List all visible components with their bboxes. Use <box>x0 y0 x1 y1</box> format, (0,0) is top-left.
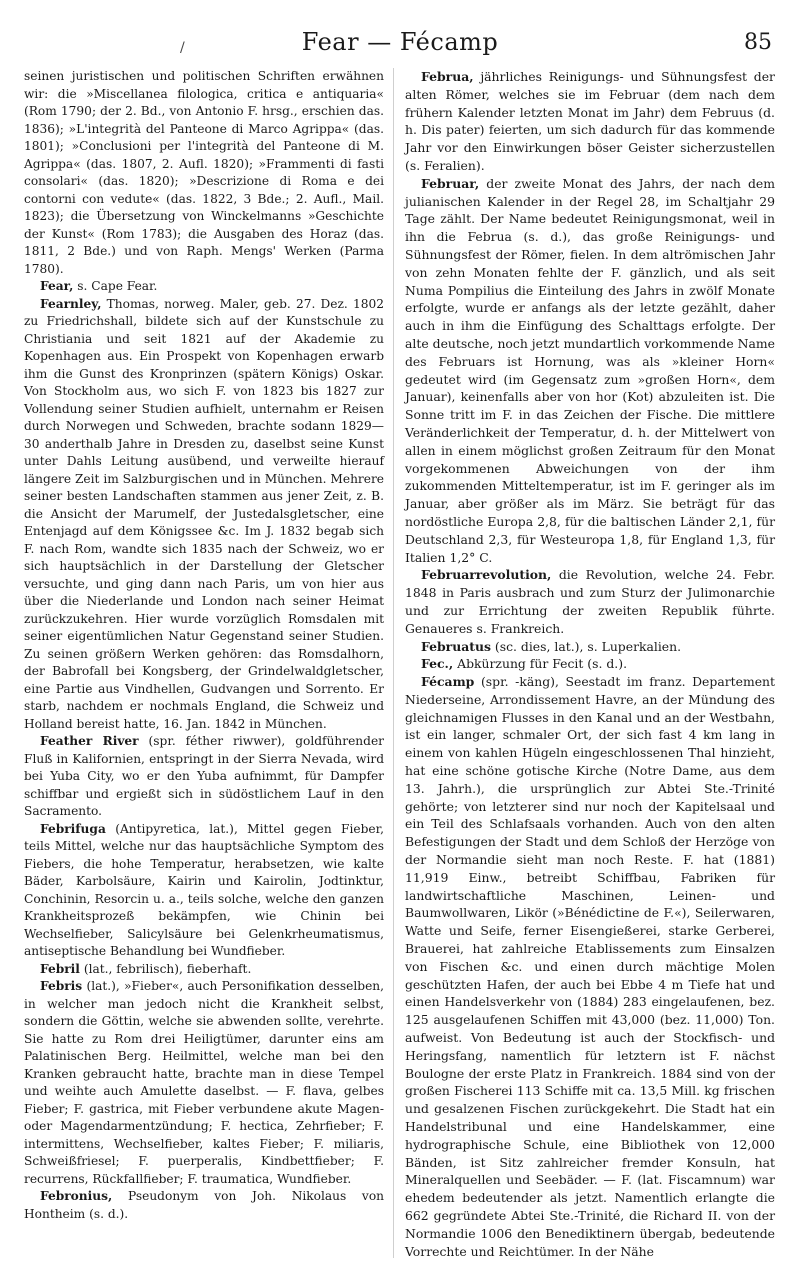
entry-text: (spr. féther riwwer), goldführender Fluß in Kalifornien, entspringt in der Sierra Nevada, wird bei Yuba City, wo er den Yuba aufnimmt, für Dampfer schiffbar und ergießt sich in südöstlichem Lauf in den Sacramento. <box>24 734 384 818</box>
entry-text: der zweite Monat des Jahrs, der nach dem julianischen Kalender in der Regel 28, im Schaltjahr 29 Tage zählt. Der Name bedeutet Reinigungsmonat, weil in ihn die Februa (s. d.), das große Reinigungs- und Sühnungsfest der Römer, fielen. In dem altrömischen Jahr von zehn Monaten fehlte der F. gänzlich, und als seit Numa Pompilius die Einteilung des Jahrs in zwölf Monate erfolgte, wurde er anfangs als der letzte gezählt, daher auch in ihm die Einfügung des Schalttags erfolgte. Der alte deutsche, noch jetzt mundartlich vorkommende Name des Februars ist Hornung, was als »kleiner Horn« gedeutet wird (im Gegensatz zum »großen Horn«, dem Januar), keinenfalls aber von hor (Kot) abzuleiten ist. Die Sonne tritt im F. in das Zeichen der Fische. Die mittlere Veränderlichkeit der Temperatur, d. h. der Mittelwert von allen in einem möglichst großen Zeitraum für den Monat vorgekommenen Abweichungen von der ihm zukommenden Mitteltemperatur, ist im F. geringer als im Januar, aber größer als im März. Sie beträgt für das nordöstliche Europa 2,8, für die baltischen Länder 2,1, für Deutschland 2,3, für Westeuropa 1,8, für England 1,3, für Italien 1,2° C. <box>405 175 775 565</box>
entry-text: jährliches Reinigungs- und Sühnungsfest der alten Römer, welches sie im Februar (dem nach dem frühern Kalender letzten Monat im Jahr) dem Februus (d. h. Dis pater) feierten, um sich dadurch für das kommende Jahr vor den Einwirkungen böser Geister sicherzustellen (s. Feralien). <box>405 69 775 173</box>
entry-headword: Februarrevolution, <box>421 567 552 583</box>
left-column <box>24 68 384 1223</box>
entry-headword: Fécamp <box>421 674 475 690</box>
margin-mark: / <box>180 40 185 56</box>
entry-text: die Revolution, welche 24. Febr. 1848 in Paris ausbrach und zum Sturz der Julimonarchie und zur Errichtung der zweiten Republik führte. Genaueres s. Frankreich. <box>405 567 775 636</box>
dictionary-entry <box>405 655 775 673</box>
dictionary-entry <box>405 673 775 1260</box>
entry-headword: Febril <box>40 961 80 976</box>
column-divider <box>393 68 394 1258</box>
entry-headword: Fearnley, <box>40 296 102 311</box>
dictionary-entry <box>405 175 775 567</box>
entry-text: Thomas, norweg. Maler, geb. 27. Dez. 1802 zu Friedrichshall, bildete sich auf der Kunstschule zu Christiania und seit 1821 auf der Akademie zu Kopenhagen aus. Ein Prospekt von Kopenhagen erwarb ihm die Gunst des Kronprinzen (spätern Königs) Oskar. Von Stockholm aus, wo sich F. von 1823 bis 1827 zur Vollendung seiner Studien aufhielt, unternahm er Reisen durch Norwegen und Schweden, brachte sodann 1829—30 anderthalb Jahre in Dresden zu, daselbst seine Kunst unter Dahls Leitung ausübend, und verweilte hierauf längere Zeit im Salzburgischen und in München. Mehrere seiner besten Landschaften stammen aus jener Zeit, z. B. die Ansicht der Marumelf, der Justedalsgletscher, eine Entenjagd auf dem Königssee &c. Im J. 1832 begab sich F. nach Rom, wandte sich 1835 nach der Schweiz, wo er sich hauptsächlich in der Darstellung der Gletscher versuchte, und ging dann nach Paris, um von hier aus über die Niederlande und London nach seiner Heimat zurückzukehren. Hier wurde vorzüglich Romsdalen mit seiner eigentümlichen Natur Gegenstand seiner Studien. Zu seinen größern Werken gehören: das Romsdalhorn, der Babrofall bei Kongsberg, der Grindelwaldgletscher, eine Partie aus Vindhellen, Gudvangen und Sorrento. Er starb, nachdem er nochmals England, die Schweiz und Holland bereist hatte, 16. Jan. 1842 in München. <box>24 296 385 731</box>
dictionary-entry <box>24 278 384 296</box>
entry-headword: Februar, <box>421 175 480 191</box>
dictionary-entry <box>24 821 384 961</box>
entry-text: Abkürzung für Fecit (s. d.). <box>457 656 628 672</box>
dictionary-entry <box>24 68 384 278</box>
entry-headword: Februatus <box>421 638 491 654</box>
entry-headword: Fec., <box>421 656 454 672</box>
dictionary-entry <box>24 1188 384 1223</box>
entry-text: seinen juristischen und politischen Schriften erwähnen wir: die »Miscellanea filologica, critica e antiquaria« (Rom 1790; der 2. Bd., von Antonio F. hrsg., erschien das. 1836); »L'integrità del Panteone di Marco Agrippa« (das. 1801); »Conclusioni per l'integrità del Panteone di M. Agrippa« (das. 1807, 2. Aufl. 1820); »Frammenti di fasti consolari« (das. 1820); »Descrizione di Roma e dei contorni con vedute« (das. 1822, 3 Bde.; 2. Aufl., Mail. 1823); die Übersetzung von Winckelmanns »Geschichte der Kunst« (Rom 1783); die Ausgaben des Horaz (das. 1811, 2 Bde.) und von Raph. Mengs' Werken (Parma 1780). <box>24 69 384 276</box>
entry-headword: Februa, <box>421 69 474 84</box>
entry-text: s. Cape Fear. <box>77 279 158 293</box>
entry-text: (lat., febrilisch), fieberhaft. <box>83 961 252 976</box>
entry-text: (spr. -käng), Seestadt im franz. Departement Niederseine, Arrondissement Havre, an der Mündung des gleichnamigen Flusses in den Kanal und an der Westbahn, ist ein langer, schmaler Ort, der sich fast 4 km lang in einem von kahlen Hügeln eingeschlossenen Thal hinzieht, hat eine schöne gotische Kirche (Notre Dame, aus dem 13. Jahrh.), die ursprünglich zur Abtei Ste.-Trinité gehörte; von letzterer sind nur noch der Kapitelsaal und ein Teil des Schlafsaals vorhanden. Auch von den alten Befestigungen der Stadt und dem Schloß der Herzöge von der Normandie sieht man noch Reste. F. hat (1881) 11,919 Einw., betreibt Schiffbau, Fabriken für landwirtschaftliche Maschinen, Leinen- und Baumwollwaren, Likör (»Bénédictine de F.«), Seilerwaren, Watte und Seife, ferner Eisengießerei, starke Gerberei, Brauerei, hat zahlreiche Etablissements zum Einsalzen von Fischen &c. und einen durch mächtige Molen geschützten Hafen, der auch bei Ebbe 4 m Tiefe hat und einen Handelsverkehr von (1884) 283 eingelaufenen, bez. 125 ausgelaufenen Schiffen mit 43,000 (bez. 11,000) Ton. aufweist. Von Bedeutung ist auch der Stockfisch- und Heringsfang, namentlich für letztern ist F. nächst Boulogne der erste Platz in Frankreich. 1884 sind von der großen Fischerei 113 Schiffe mit ca. 13,5 Mill. kg frischen und gesalzenen Fischen zurückgekehrt. Die Stadt hat ein Handelstribunal und eine Handelskammer, eine hydrographische Schule, eine Bibliothek von 12,000 Bänden, ist Sitz zahlreicher fremder Konsuln, hat Mineralquellen und Seebäder. — F. (lat. Fiscamnum) war ehedem bedeutender als jetzt. Namentlich erlangte die 662 gegründete Abtei Ste.-Trinité, die Richard II. von der Normandie 1006 den Benediktinern übergab, bedeutende Vorrechte und Reichtümer. In der Nähe <box>405 674 775 1259</box>
page-number: 85 <box>744 30 772 55</box>
entry-headword: Febronius, <box>40 1189 113 1203</box>
dictionary-entry <box>24 961 384 979</box>
dictionary-entry <box>24 733 384 821</box>
running-head: Fear — Fécamp <box>301 28 499 56</box>
dictionary-entry <box>405 68 775 175</box>
dictionary-entry <box>405 638 775 656</box>
entry-text: Pseudonym von Joh. Nikolaus von Hontheim (s. d.). <box>24 1189 385 1221</box>
entry-text: (Antipyretica, lat.), Mittel gegen Fieber, teils Mittel, welche nur das hauptsächliche Symptom des Fiebers, die hohe Temperatur, herabsetzen, wie kalte Bäder, Karbolsäure, Kairin und Kairolin, Jodtinktur, Conchinin, Resorcin u. a., teils solche, welche den ganzen Krankheitsprozeß bekämpfen, wie Chinin bei Wechselfieber, Salicylsäure bei Gelenkrheumatismus, antiseptische Behandlung bei Wundfieber. <box>24 821 384 958</box>
dictionary-entry <box>24 296 384 734</box>
entry-headword: Fear, <box>40 279 74 293</box>
dictionary-entry <box>405 566 775 637</box>
right-column <box>405 68 775 1260</box>
entry-headword: Febrifuga <box>40 821 106 836</box>
entry-text: (lat.), »Fieber«, auch Personifikation desselben, in welcher man jedoch nicht die Krankheit selbst, sondern die Göttin, welche sie abwenden sollte, verehrte. Sie hatte zu Rom drei Heiligtümer, darunter eins am Palatinischen Berg. Heilmittel, welche man bei den Kranken gebraucht hatte, brachte man in diese Tempel und weihte auch Amulette daselbst. — F. flava, gelbes Fieber; F. gastrica, mit Fieber verbundene akute Magen- oder Magendarmentzündung; F. hectica, Zehrfieber; F. intermittens, Wechselfieber, kaltes Fieber; F. miliaris, Schweißfriesel; F. puerperalis, Kindbettfieber; F. recurrens, Rückfallfieber; F. traumatica, Wundfieber. <box>24 979 385 1186</box>
dictionary-entry <box>24 978 384 1188</box>
entry-headword: Feather River <box>40 734 139 748</box>
entry-text: (sc. dies, lat.), s. Luperkalien. <box>494 638 682 654</box>
entry-headword: Febris <box>40 979 83 993</box>
